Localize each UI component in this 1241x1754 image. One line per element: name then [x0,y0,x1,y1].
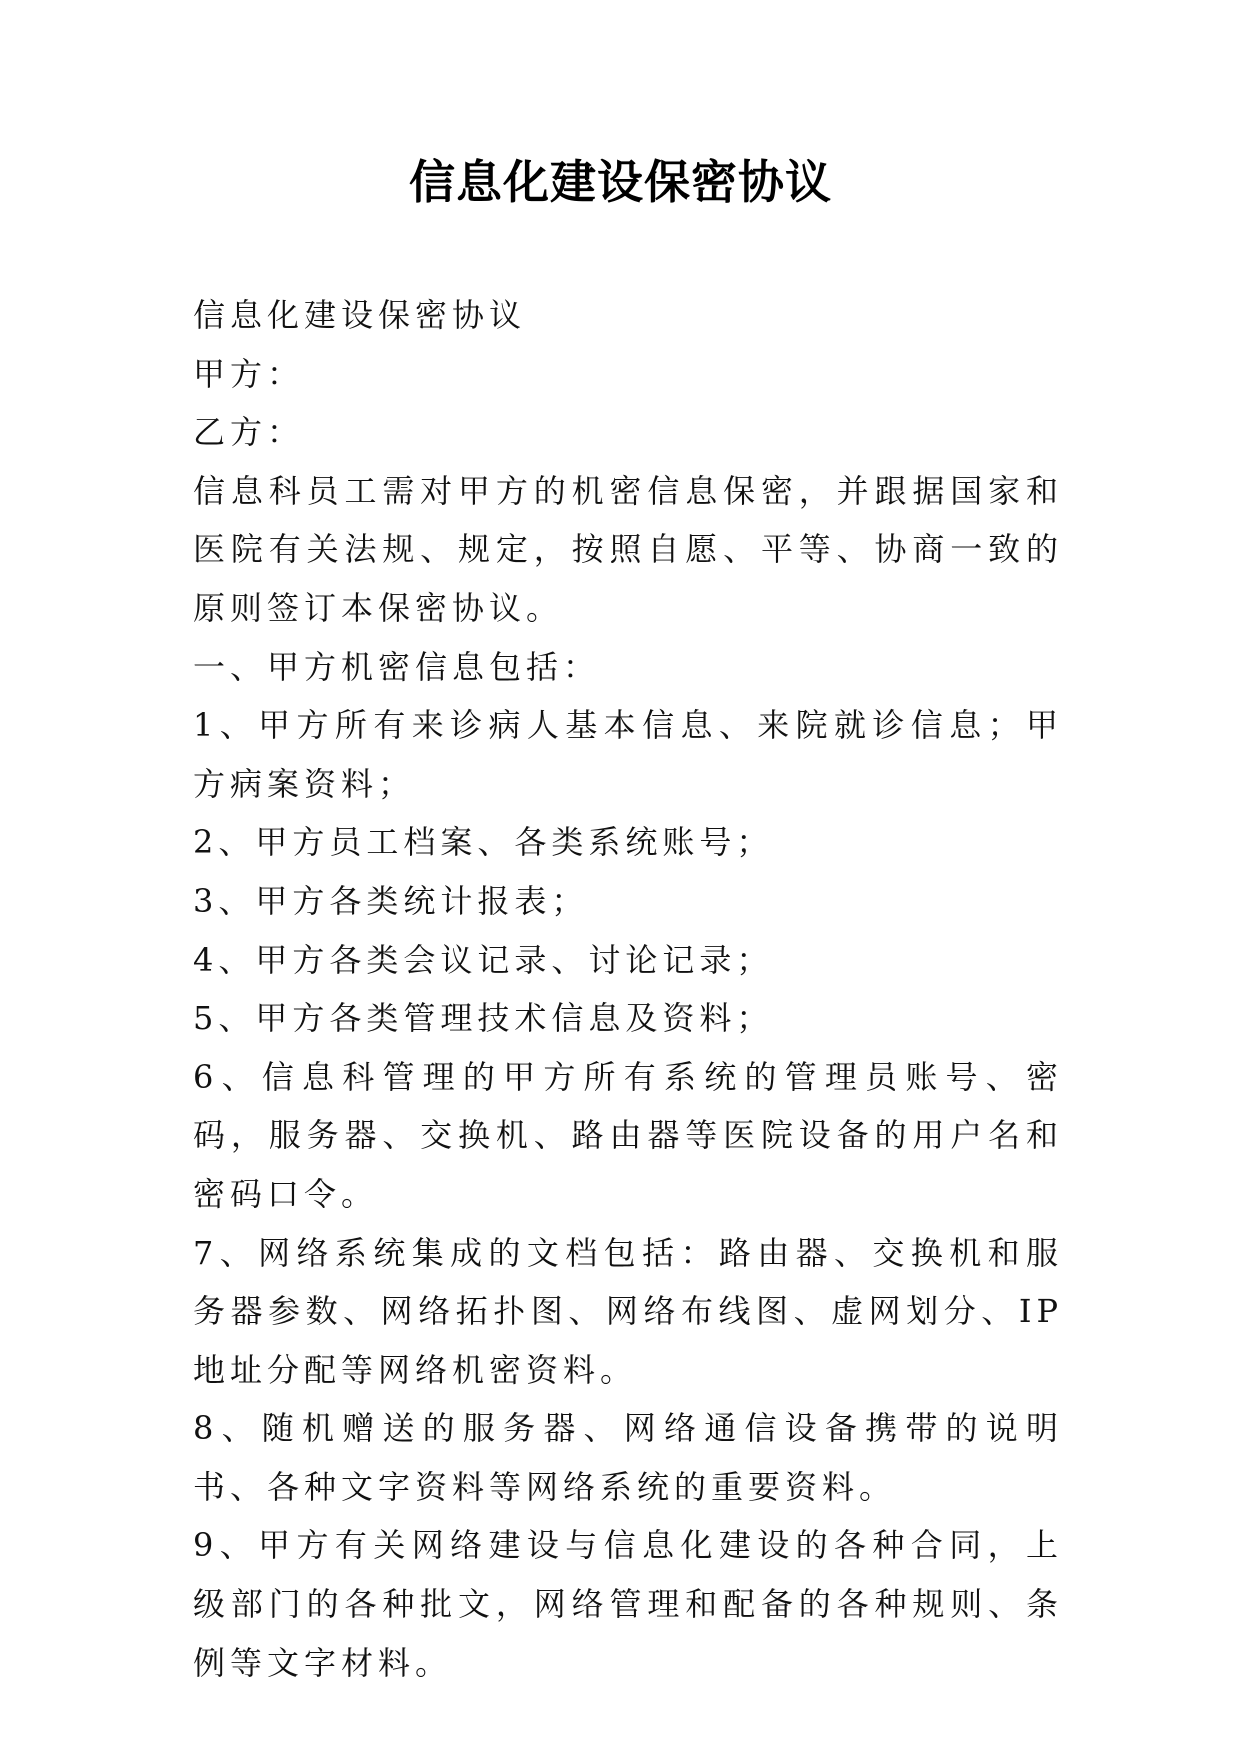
paragraph-party-b: 乙方： [193,413,305,452]
paragraph-item-5: 5、甲方各类管理技术信息及资料； [193,999,774,1038]
paragraph-item-4: 4、甲方各类会议记录、讨论记录； [193,940,774,979]
paragraph-item-9: 9、甲方有关网络建设与信息化建设的各种合同，上级部门的各种批文，网络管理和配备的各种规则、条例等文字材料。 [193,1526,1063,1682]
paragraph-section-one: 一、甲方机密信息包括： [193,647,601,686]
paragraph-item-7: 7、网络系统集成的文档包括：路由器、交换机和服务器参数、网络拓扑图、网络布线图、虚网划分、IP 地址分配等网络机密资料。 [193,1233,1063,1389]
paragraph-item-1: 1、甲方所有来诊病人基本信息、来院就诊信息；甲方病案资料； [193,706,1063,803]
paragraph-preamble: 信息科员工需对甲方的机密信息保密，并跟据国家和医院有关法规、规定，按照自愿、平等、协商一致的原则签订本保密协议。 [193,471,1063,627]
paragraph-item-6: 6、信息科管理的甲方所有系统的管理员账号、密码，服务器、交换机、路由器等医院设备的用户名和密码口令。 [193,1057,1063,1213]
paragraph-item-3: 3、甲方各类统计报表； [193,881,589,920]
paragraph-party-a: 甲方： [193,354,305,393]
paragraph-item-2: 2、甲方员工档案、各类系统账号； [193,823,774,862]
document-body [193,286,1063,1692]
paragraph-item-8: 8、随机赠送的服务器、网络通信设备携带的说明书、各种文字资料等网络系统的重要资料。 [193,1409,1063,1506]
document-title: 信息化建设保密协议 [409,155,832,209]
paragraph-heading: 信息化建设保密协议 [193,296,527,334]
